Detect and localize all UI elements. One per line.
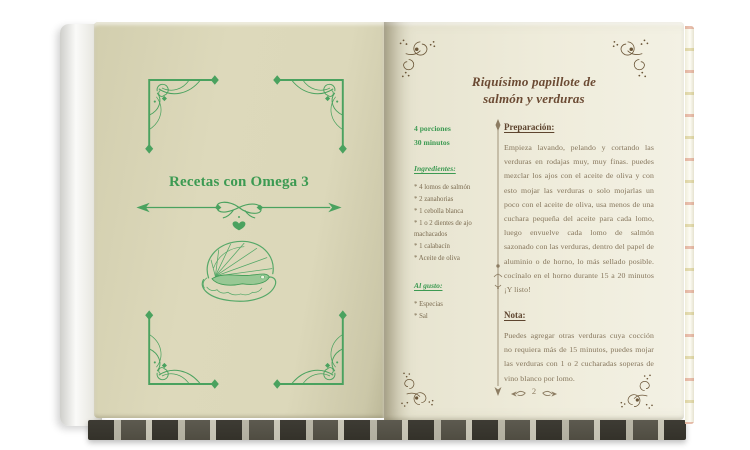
to-taste-item: * Sal [414, 312, 428, 320]
column-divider-icon [492, 118, 504, 398]
preparation-text: Empieza lavando, pelando y cortando las verduras en rodajas muy, muy finas. puedes mezclar los ajos con el aceite de oliva y con esto mojar las verduras o solo mojarlas un poco con el aceite de oliva, usa menos de una cuchara pequeña del aceite para cada lomo, luego envuelve cada lomo de salmón sazonado con las verduras, dentro del papel de aluminio o de horno, lo más sellado posible. cocínalo en el horno durante 15 a 20 minutos ¡Y listo! [504, 143, 654, 294]
preparation-column [504, 122, 654, 399]
page-number-curl-icon [510, 388, 527, 400]
ingredients-heading: Ingredientes: [414, 163, 456, 173]
recipe-book [60, 16, 688, 440]
ingredient-item: * 2 zanahorias [414, 195, 454, 203]
ingredient-item: * 4 lomos de salmón [414, 183, 471, 191]
ingredient-item: * 1 calabacín [414, 243, 450, 251]
ingredient-item: * 1 o 2 dientes de ajo machacados [414, 219, 472, 239]
right-page [384, 22, 684, 420]
corner-ornament-icon [138, 312, 218, 392]
page-stack-edge [88, 420, 686, 440]
page-number-row [384, 388, 684, 400]
ingredients-column [414, 122, 490, 323]
servings-label: 4 porciones [414, 124, 451, 133]
page-number: 2 [531, 386, 537, 396]
book-fore-edge [685, 26, 694, 424]
ingredient-item: * Aceite de oliva [414, 255, 460, 263]
page-number-curl-icon [541, 388, 558, 400]
note-text: Puedes agregar otras verduras cuya cocción no requiera más de 15 minutos, puedes mojar las verduras con 1 o 2 cucharadas soperas de vino blanco por lomo. [504, 331, 654, 383]
title-divider-icon [134, 198, 344, 236]
time-label: 30 minutos [414, 138, 450, 148]
ingredient-item: * 1 cebolla blanca [414, 207, 464, 215]
left-page [94, 22, 384, 418]
oyster-shell-icon [187, 234, 291, 310]
book-section-title: Recetas con Omega 3 [168, 174, 309, 190]
corner-ornament-icon [274, 72, 354, 152]
preparation-heading: Preparación: [504, 122, 555, 132]
corner-ornament-icon [274, 312, 354, 392]
note-heading: Nota: [504, 310, 526, 321]
corner-ornament-icon [138, 72, 218, 152]
recipe-title [384, 74, 684, 108]
to-taste-item: * Especias [414, 301, 443, 309]
to-taste-heading: Al gusto: [414, 281, 443, 291]
recipe-title-line2: salmón y verduras [483, 90, 585, 106]
recipe-title-line1: Riquísimo papillote de [471, 74, 597, 89]
